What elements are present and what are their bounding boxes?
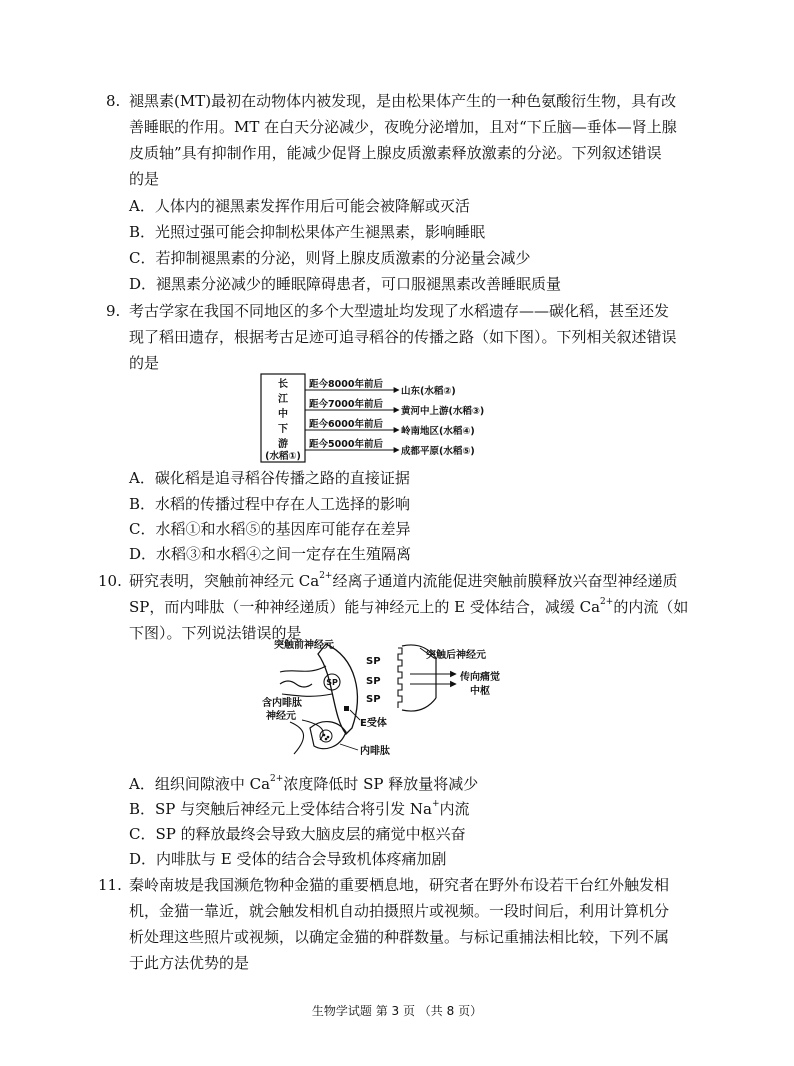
branch-destination: 山东(水稻②) (401, 386, 456, 397)
question-text-line: 于此方法优势的是 (129, 954, 250, 972)
option-b: B．水稻的传播过程中存在人工选择的影响 (129, 495, 411, 513)
option-c: C．SP 的释放最终会导致大脑皮层的痛觉中枢兴奋 (129, 825, 466, 843)
e-receptor-label: E受体 (360, 718, 387, 729)
branch-time: 距今6000年前后 (309, 419, 383, 430)
page-footer: 生物学试题 第 3 页 （共 8 页） (311, 1004, 483, 1018)
source-char: 长 (278, 379, 288, 390)
question-text-line: 皮质轴”具有抑制作用，能减少促肾上腺皮质激素释放激素的分泌。下列叙述错误 (129, 144, 662, 162)
option-d: D．褪黑素分泌减少的睡眠障碍患者，可口服褪黑素改善睡眠质量 (129, 275, 562, 293)
question-text-line: 褪黑素(MT)最初在动物体内被发现，是由松果体产生的一种色氨酸衍生物，具有改 (129, 92, 677, 110)
option-a: A．碳化稻是追寻稻谷传播之路的直接证据 (129, 469, 410, 487)
question-text-line: 机，金猫一靠近，就会触发相机自动拍摄照片或视频。一段时间后，利用计算机分 (129, 902, 670, 920)
source-char: 江 (278, 394, 288, 405)
endorphin-dot (325, 738, 328, 741)
sp-vesicle-label: SP (326, 678, 338, 687)
question-text-line: SP，而内啡肽（一种神经递质）能与神经元上的 E 受体结合，减缓 $Ca^{2+}$的内流（如 (129, 597, 689, 616)
question-text-line: 善睡眠的作用。MT 在白天分泌减少，夜晚分泌增加，且对“下丘脑—垂体—肾上腺 (129, 118, 677, 136)
question-text-line: 考古学家在我国不同地区的多个大型遗址均发现了水稻遗存——碳化稻，甚至还发 (129, 302, 670, 320)
rice-spread-diagram (255, 370, 515, 466)
source-sub-label: (水稻①) (265, 451, 301, 462)
option-a: A．组织间隙液中 $Ca^{2+}$浓度降低时 SP 释放量将减少 (129, 774, 479, 793)
question-text-line: 的是 (129, 170, 160, 188)
endorphin-dot (327, 736, 330, 739)
axon-line (282, 694, 332, 696)
wavy-signal (280, 681, 312, 687)
presynaptic-terminal (318, 644, 357, 734)
question-text-line: 下图）。下列说法错误的是 (129, 624, 302, 642)
label-leader (340, 744, 358, 750)
source-char: 游 (278, 439, 288, 450)
question-number: 8. (106, 92, 121, 110)
postsynaptic-membrane (398, 648, 402, 708)
question-text-line: 研究表明，突触前神经元 $Ca^{2+}$经离子通道内流能促进突触前膜释放兴奋型神经递质 (129, 571, 678, 590)
option-b: B．SP 与突触后神经元上受体结合将引发 Na+内流 (129, 799, 470, 818)
endorphin-neuron-label: 神经元 (266, 711, 296, 722)
option-c: C．水稻①和水稻⑤的基因库可能存在差异 (129, 520, 411, 538)
synapse-diagram (260, 636, 520, 766)
source-char: 下 (278, 424, 288, 435)
branch-time: 距今8000年前后 (309, 379, 383, 390)
option-d: D．内啡肽与 E 受体的结合会导致机体疼痛加剧 (129, 850, 447, 868)
branch-destination: 黄河中上游(水稻③) (401, 406, 485, 417)
branch-time: 距今7000年前后 (309, 399, 383, 410)
question-number: 10. (98, 572, 122, 590)
sp-label: SP (366, 676, 381, 687)
question-text-line: 的是 (129, 354, 160, 372)
pain-center-label: 中枢 (470, 686, 490, 697)
question-text-line: 现了稻田遗存，根据考古足迹可追寻稻谷的传播之路（如下图）。下列相关叙述错误 (129, 328, 677, 346)
endorphin-label: 内啡肽 (360, 746, 390, 757)
sp-label: SP (366, 656, 381, 667)
question-text-line: 析处理这些照片或视频，以确定金猫的种群数量。与标记重捕法相比较，下列不属 (129, 928, 670, 946)
question-number: 9. (106, 302, 121, 320)
branch-destination: 成都平原(水稻⑤) (401, 446, 475, 457)
endorphin-neuron-label: 含内啡肽 (262, 698, 302, 709)
question-number: 11. (98, 876, 122, 894)
option-c: C．若抑制褪黑素的分泌，则肾上腺皮质激素的分泌量会减少 (129, 249, 531, 267)
sp-label: SP (366, 694, 381, 705)
branch-time: 距今5000年前后 (309, 439, 383, 450)
postsynaptic-label: 突触后神经元 (426, 650, 486, 661)
branch-destination: 岭南地区(水稻④) (401, 426, 475, 437)
endorphin-axon (290, 722, 304, 754)
option-a: A．人体内的褪黑素发挥作用后可能会被降解或灭活 (129, 197, 470, 215)
pain-center-label: 传向痛觉 (460, 672, 500, 683)
question-text-line: 秦岭南坡是我国濒危物种金猫的重要栖息地，研究者在野外布设若干台红外触发相 (129, 876, 670, 894)
endorphin-dot (323, 734, 326, 737)
option-b: B．光照过强可能会抑制松果体产生褪黑素，影响睡眠 (129, 223, 486, 241)
axon-line (280, 666, 326, 672)
source-char: 中 (278, 409, 288, 420)
e-receptor (344, 706, 349, 711)
presynaptic-label: 突触前神经元 (274, 640, 334, 651)
option-d: D．水稻③和水稻④之间一定存在生殖隔离 (129, 545, 412, 563)
